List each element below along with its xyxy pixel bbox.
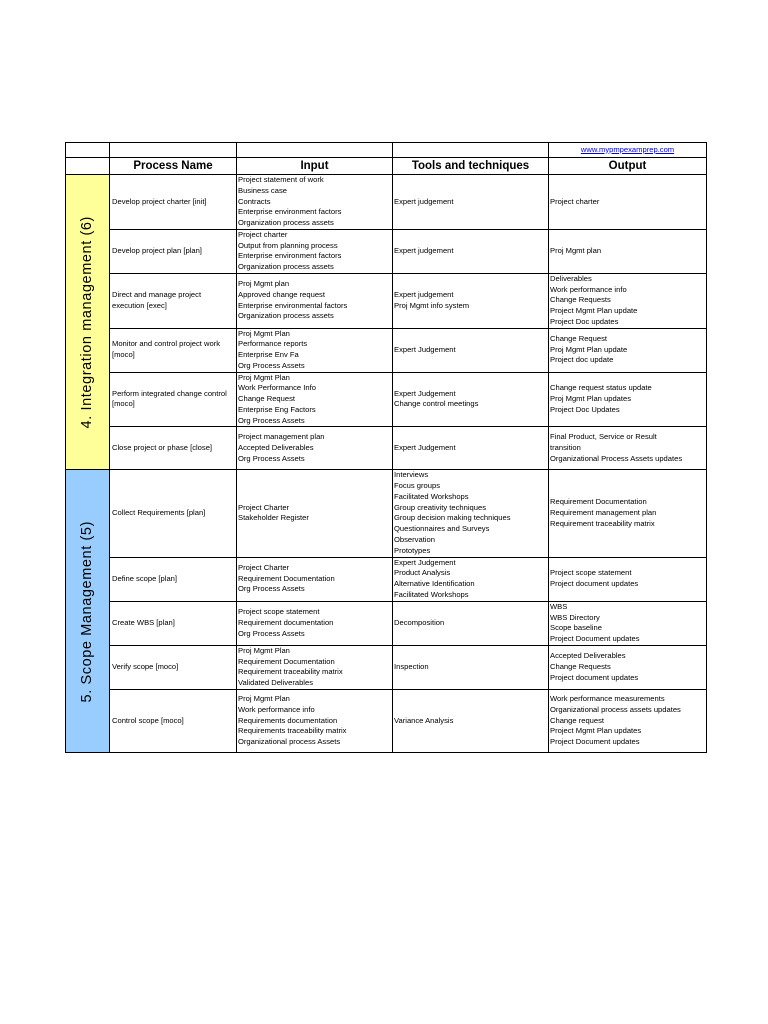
header-output: Output bbox=[549, 158, 707, 175]
output-item: Final Product, Service or Result bbox=[550, 432, 657, 442]
input-item: Change Request bbox=[238, 394, 295, 403]
output-cell bbox=[549, 273, 707, 328]
input-cell bbox=[237, 273, 393, 328]
tools-cell bbox=[393, 601, 549, 645]
tool-item: Decomposition bbox=[394, 617, 445, 627]
input-item: Work performance info bbox=[238, 704, 315, 714]
tool-item: Variance Analysis bbox=[394, 715, 454, 725]
input-cell bbox=[237, 372, 393, 427]
process-row bbox=[66, 273, 707, 328]
input-item: Proj Mgmt Plan bbox=[238, 328, 290, 338]
input-item: Performance reports bbox=[238, 339, 308, 349]
process-row bbox=[66, 645, 707, 689]
input-item: Proj Mgmt plan bbox=[238, 279, 290, 289]
process-name: Monitor and control project work [moco] bbox=[110, 328, 237, 372]
output-item: Organizational process assets updates bbox=[550, 704, 681, 714]
output-item: Project Document updates bbox=[550, 737, 640, 747]
output-item: Requirement traceability matrix bbox=[550, 518, 655, 528]
input-item: Org Process Assets bbox=[238, 628, 305, 638]
output-item: Proj Mgmt plan bbox=[550, 245, 602, 255]
tool-item: Facilitated Workshops bbox=[394, 589, 469, 599]
tool-item: Facilitated Workshops bbox=[394, 491, 469, 501]
output-item: Deliverables bbox=[550, 273, 592, 283]
output-item: Project charter bbox=[550, 196, 600, 206]
tools-cell bbox=[393, 557, 549, 601]
input-item: Requirement documentation bbox=[238, 617, 334, 627]
input-cell bbox=[237, 601, 393, 645]
process-row bbox=[66, 470, 707, 557]
output-item: Change request status update bbox=[550, 383, 652, 393]
process-name: Verify scope [moco] bbox=[110, 645, 237, 689]
process-row bbox=[66, 372, 707, 427]
knowledge-area-cell bbox=[66, 175, 110, 470]
blank-cell bbox=[237, 143, 393, 158]
header-row bbox=[66, 158, 707, 175]
input-cell bbox=[237, 175, 393, 230]
output-item: Change Request bbox=[550, 333, 607, 343]
input-item: Requirements documentation bbox=[238, 715, 338, 725]
input-cell bbox=[237, 427, 393, 470]
tools-cell bbox=[393, 175, 549, 230]
output-item: Project Mgmt Plan updates bbox=[550, 726, 642, 736]
knowledge-area-title: 5. Scope Management (5) bbox=[79, 520, 95, 702]
input-item: Organization process assets bbox=[238, 218, 334, 227]
process-name: Define scope [plan] bbox=[110, 557, 237, 601]
process-name: Collect Requirements [plan] bbox=[110, 470, 237, 557]
tools-cell bbox=[393, 328, 549, 372]
process-row bbox=[66, 328, 707, 372]
input-cell bbox=[237, 328, 393, 372]
output-item: Project document updates bbox=[550, 579, 639, 589]
tools-cell bbox=[393, 229, 549, 273]
input-item: Proj Mgmt Plan bbox=[238, 694, 290, 704]
output-item: Project doc update bbox=[550, 355, 614, 365]
tools-cell bbox=[393, 273, 549, 328]
output-item: Scope baseline bbox=[550, 623, 602, 633]
output-cell bbox=[549, 601, 707, 645]
tool-item: Inspection bbox=[394, 662, 429, 672]
input-item: Requirement traceability matrix bbox=[238, 667, 343, 677]
output-item: Accepted Deliverables bbox=[550, 651, 626, 661]
input-item: Contracts bbox=[238, 196, 271, 206]
process-name: Create WBS [plan] bbox=[110, 601, 237, 645]
input-item: Org Process Assets bbox=[238, 360, 305, 370]
input-item: Org Process Assets bbox=[238, 415, 305, 425]
process-name: Direct and manage project execution [exec] bbox=[110, 273, 237, 328]
input-item: Project scope statement bbox=[238, 607, 320, 617]
output-item: Work performance info bbox=[550, 284, 627, 294]
input-cell bbox=[237, 689, 393, 752]
tool-item: Expert Judgement bbox=[394, 442, 456, 452]
knowledge-area-title: 4. Integration management (6) bbox=[79, 215, 95, 429]
input-item: Project Charter bbox=[238, 502, 290, 512]
header-blank-cell bbox=[66, 158, 110, 175]
output-item: Project document updates bbox=[550, 672, 639, 682]
process-name: Close project or phase [close] bbox=[110, 427, 237, 470]
output-item: Requirement management plan bbox=[550, 508, 657, 518]
output-item: transition bbox=[550, 442, 581, 452]
output-item: Work performance measurements bbox=[550, 694, 665, 704]
output-cell bbox=[549, 229, 707, 273]
output-cell bbox=[549, 689, 707, 752]
output-item: Change request bbox=[550, 715, 605, 725]
input-item: Requirement Documentation bbox=[238, 573, 335, 583]
input-item: Stakeholder Register bbox=[238, 513, 309, 523]
header-process-name: Process Name bbox=[110, 158, 237, 175]
input-item: Enterprise Env Fa bbox=[238, 350, 299, 359]
input-item: Approved change request bbox=[238, 289, 325, 299]
tool-item: Focus groups bbox=[394, 481, 441, 491]
process-row bbox=[66, 175, 707, 230]
input-item: Organizational process Assets bbox=[238, 737, 341, 747]
tool-item: Expert judgement bbox=[394, 245, 454, 255]
input-item: Requirements traceability matrix bbox=[238, 726, 347, 736]
header-input: Input bbox=[237, 158, 393, 175]
input-item: Work Performance Info bbox=[238, 383, 316, 393]
process-row bbox=[66, 427, 707, 470]
tool-item: Group creativity techniques bbox=[394, 502, 487, 512]
website-link[interactable]: www.mypmpexamprep.com bbox=[580, 144, 675, 154]
website-link-cell bbox=[549, 143, 707, 158]
output-cell bbox=[549, 427, 707, 470]
output-item: WBS bbox=[550, 601, 568, 611]
output-item: Project Document updates bbox=[550, 634, 640, 643]
tool-item: Prototypes bbox=[394, 545, 431, 555]
knowledge-area-cell bbox=[66, 470, 110, 753]
output-cell bbox=[549, 175, 707, 230]
tools-cell bbox=[393, 645, 549, 689]
input-item: Business case bbox=[238, 185, 287, 195]
input-item: Enterprise Eng Factors bbox=[238, 404, 316, 414]
header-tools: Tools and techniques bbox=[393, 158, 549, 175]
input-item: Enterprise environment factors bbox=[238, 251, 342, 261]
tools-cell bbox=[393, 372, 549, 427]
output-item: Proj Mgmt Plan updates bbox=[550, 394, 632, 403]
output-cell bbox=[549, 328, 707, 372]
input-item: Project management plan bbox=[238, 432, 325, 442]
input-item: Validated Deliverables bbox=[238, 678, 313, 688]
input-item: Enterprise environmental factors bbox=[238, 300, 348, 310]
process-name: Develop project plan [plan] bbox=[110, 229, 237, 273]
input-cell bbox=[237, 645, 393, 689]
output-item: Project Doc updates bbox=[550, 316, 619, 326]
output-item: Requirement Documentation bbox=[550, 497, 647, 507]
process-row bbox=[66, 557, 707, 601]
tool-item: Expert judgement bbox=[394, 196, 454, 206]
output-item: Organizational Process Assets updates bbox=[550, 453, 683, 463]
output-cell bbox=[549, 645, 707, 689]
input-item: Organization process assets bbox=[238, 262, 334, 271]
process-table bbox=[65, 142, 707, 753]
output-item: Change Requests bbox=[550, 662, 611, 672]
tools-cell bbox=[393, 689, 549, 752]
process-name: Develop project charter [init] bbox=[110, 175, 237, 230]
output-item: Project scope statement bbox=[550, 568, 632, 578]
input-item: Org Process Assets bbox=[238, 584, 305, 594]
input-cell bbox=[237, 557, 393, 601]
tools-cell bbox=[393, 427, 549, 470]
input-cell bbox=[237, 470, 393, 557]
input-item: Project charter bbox=[238, 229, 288, 239]
process-table-sheet bbox=[65, 142, 706, 753]
tool-item: Expert Judgement bbox=[394, 344, 456, 354]
output-cell bbox=[549, 372, 707, 427]
tool-item: Change control meetings bbox=[394, 399, 479, 409]
tool-item: Alternative Identification bbox=[394, 579, 475, 589]
output-item: Change Requests bbox=[550, 295, 611, 305]
tool-item: Expert Judgement bbox=[394, 557, 456, 567]
tool-item: Product Analysis bbox=[394, 568, 451, 578]
blank-cell bbox=[110, 143, 237, 158]
tools-cell bbox=[393, 470, 549, 557]
output-item: WBS Directory bbox=[550, 612, 600, 622]
tool-item: Observation bbox=[394, 534, 435, 544]
process-row bbox=[66, 689, 707, 752]
output-item: Project Mgmt Plan update bbox=[550, 306, 638, 315]
input-item: Proj Mgmt Plan bbox=[238, 645, 290, 655]
tool-item: Proj Mgmt info system bbox=[394, 300, 470, 310]
blank-cell bbox=[66, 143, 110, 158]
blank-cell bbox=[393, 143, 549, 158]
output-item: Proj Mgmt Plan update bbox=[550, 344, 628, 354]
input-item: Project Charter bbox=[238, 562, 290, 572]
top-blank-row bbox=[66, 143, 707, 158]
input-item: Requirement Documentation bbox=[238, 656, 335, 666]
output-cell bbox=[549, 470, 707, 557]
tool-item: Interviews bbox=[394, 470, 429, 480]
process-row bbox=[66, 229, 707, 273]
output-cell bbox=[549, 557, 707, 601]
input-item: Project statement of work bbox=[238, 175, 324, 184]
input-cell bbox=[237, 229, 393, 273]
input-item: Proj Mgmt Plan bbox=[238, 372, 290, 382]
input-item: Accepted Deliverables bbox=[238, 442, 314, 452]
tool-item: Expert Judgement bbox=[394, 388, 456, 398]
input-item: Enterprise environment factors bbox=[238, 207, 342, 217]
tool-item: Group decision making techniques bbox=[394, 513, 511, 523]
input-item: Org Process Assets bbox=[238, 453, 305, 463]
process-name: Perform integrated change control [moco] bbox=[110, 372, 237, 427]
process-row bbox=[66, 601, 707, 645]
process-name: Control scope [moco] bbox=[110, 689, 237, 752]
tool-item: Questionnaires and Surveys bbox=[394, 524, 490, 534]
output-item: Project Doc Updates bbox=[550, 404, 620, 414]
tool-item: Expert judgement bbox=[394, 289, 454, 299]
input-item: Organization process assets bbox=[238, 311, 334, 321]
input-item: Output from planning process bbox=[238, 240, 338, 250]
